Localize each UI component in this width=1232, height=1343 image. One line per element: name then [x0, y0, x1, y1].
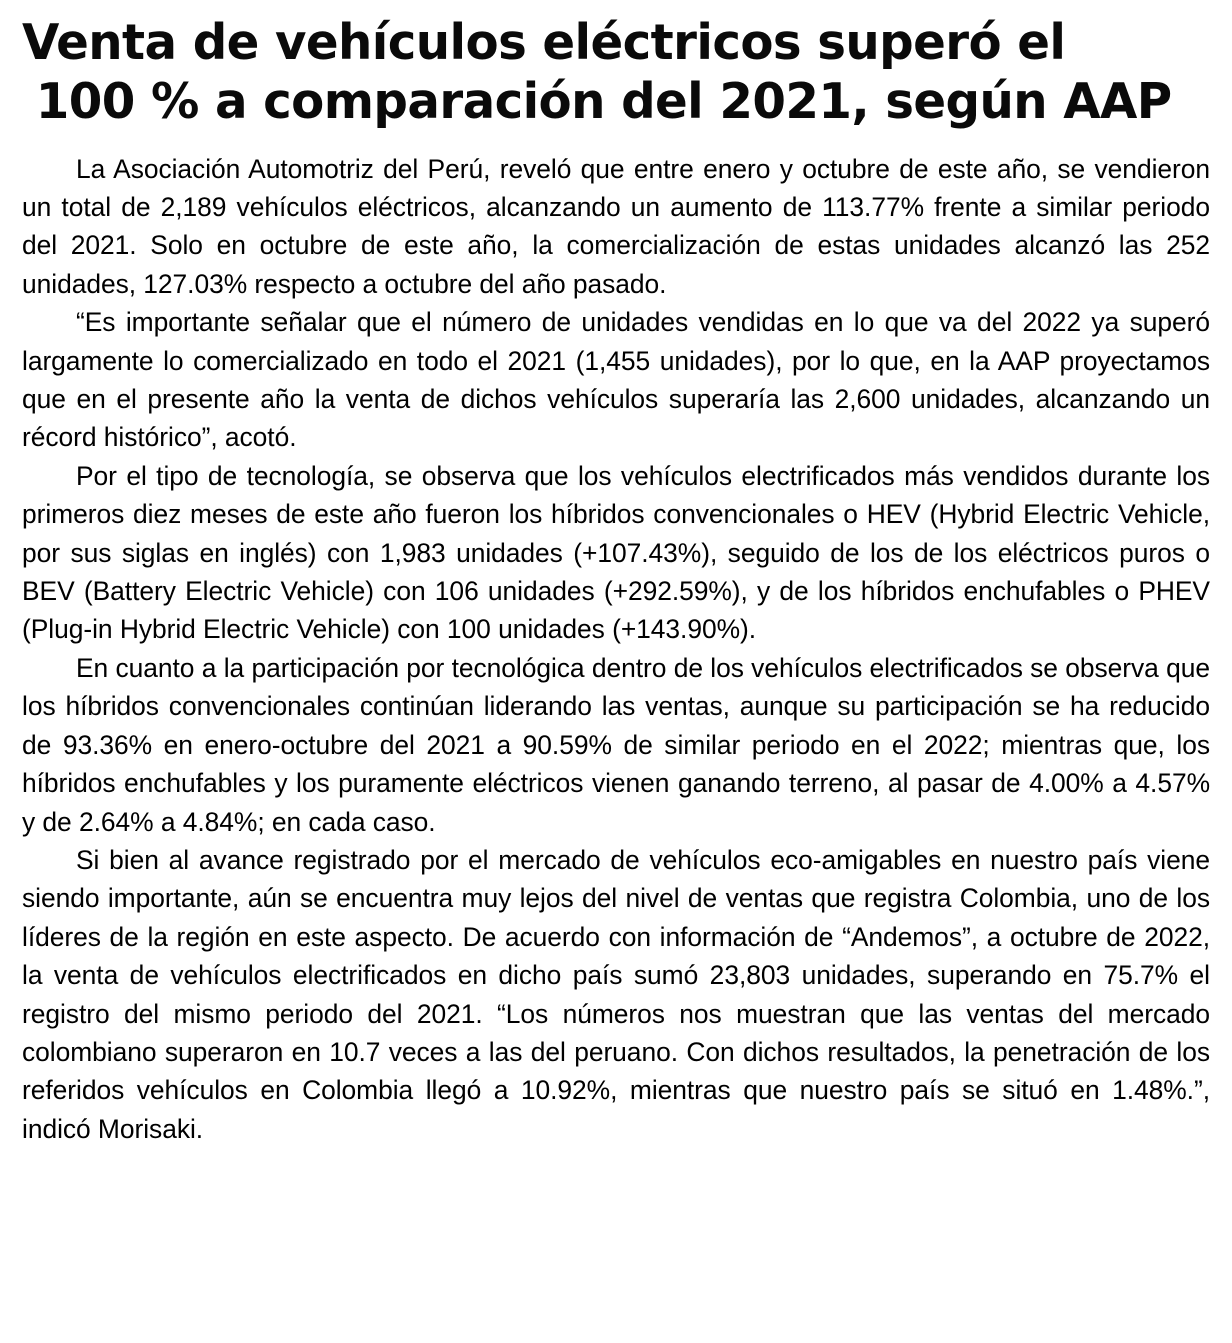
paragraph-text: Por el tipo de tecnología, se observa que los vehículos electrificados más vendidos durante los primeros diez meses de este año fueron los híbridos convencionales o HEV (Hybrid Electric Vehicle, por sus siglas en inglés) con 1,983 unidades (+107.43%), seguido de los de los eléctricos puros o BEV (Battery Electric Vehicle) con 106 unidades (+292.59%), y de los híbridos enchufables o PHEV (Plug-in Hybrid Electric Vehicle) con 100 unidades (+143.90%).: [22, 460, 1210, 645]
paragraph-text: En cuanto a la participación por tecnológica dentro de los vehículos electrificados se observa que los híbridos convencionales continúan liderando las ventas, aunque su participación se ha reducido de 93.36% en enero-octubre del 2021 a 90.59% de similar periodo en el 2022; mientras que, los híbridos enchufables y los puramente eléctricos vienen ganando terreno, al pasar de 4.00% a 4.57% y de 2.64% a 4.84%; en cada caso.: [22, 652, 1210, 837]
article-paragraph-4: [22, 649, 1210, 841]
page-title: [22, 14, 1210, 132]
article-paragraph-3: [22, 457, 1210, 649]
paragraph-text: La Asociación Automotriz del Perú, reveló que entre enero y octubre de este año, se vendieron un total de 2,189 vehículos eléctricos, alcanzando un aumento de 113.77% frente a similar periodo del 2021. Solo en octubre de este año, la comercialización de estas unidades alcanzó las 252 unidades, 127.03% respecto a octubre del año pasado.: [22, 153, 1210, 299]
article-body: [22, 150, 1210, 1149]
page-title-line-1: Venta de vehículos eléctricos superó el: [22, 14, 1066, 71]
article-paragraph-1: [22, 150, 1210, 304]
paragraph-text: “Es importante señalar que el número de unidades vendidas en lo que va del 2022 ya superó largamente lo comercializado en todo el 2021 (1,455 unidades), por lo que, en la AAP proyectamos que en el presente año la venta de dichos vehículos superaría las 2,600 unidades, alcanzando un récord histórico”, acotó.: [22, 307, 1210, 453]
page-title-line-2: 100 % a comparación del 2021, según AAP: [35, 72, 1172, 130]
article-paragraph-2: [22, 303, 1210, 457]
paragraph-text: Si bien al avance registrado por el mercado de vehículos eco-amigables en nuestro país viene siendo importante, aún se encuentra muy lejos del nivel de ventas que registra Colombia, uno de los líderes de la región en este aspecto. De acuerdo con información de “Andemos”, a octubre de 2022, la venta de vehículos electrificados en dicho país sumó 23,803 unidades, superando en 75.7% el registro del mismo periodo del 2021. “Los números nos muestran que las ventas del mercado colombiano superaron en 10.7 veces a las del peruano. Con dichos resultados, la penetración de los referidos vehículos en Colombia llegó a 10.92%, mientras que nuestro país se situó en 1.48%.”, indicó Morisaki.: [22, 844, 1210, 1144]
article-paragraph-5: [22, 841, 1210, 1148]
